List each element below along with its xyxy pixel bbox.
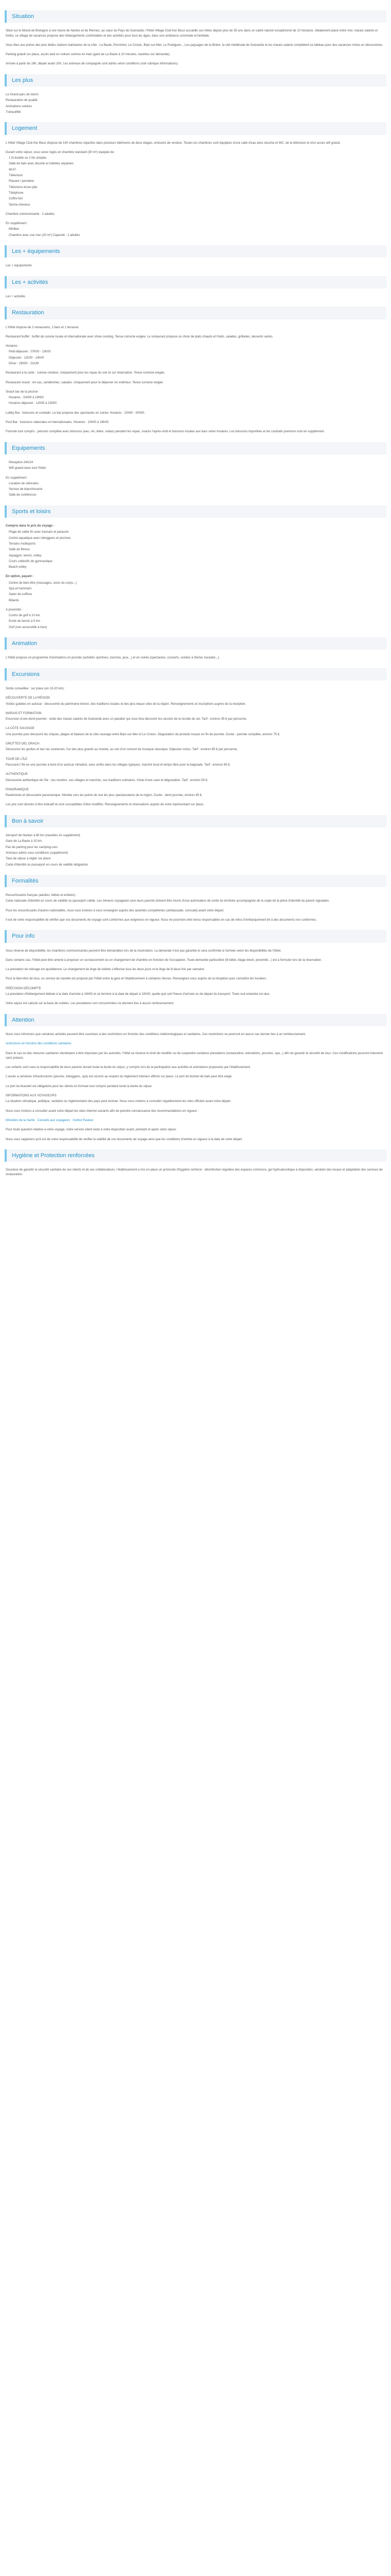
list-item: Beach-volley — [9, 566, 27, 569]
animation-paragraph: L'Hôtel propose un programme d'animations en journée (activités sportives, tournois, jeux...) et en soirée (spectacles, concerts, soirées à thème, karaoké...). — [6, 656, 220, 660]
list-item: Pas de parking pour les camping-cars — [6, 845, 58, 849]
logement-paragraph: L'Hôtel Village Club Ker Beuz dispose de 140 chambres réparties dans plusieurs bâtiments de deux étages, entourés de verdure. Toutes les chambres sont équipées d'une salle d'eau avec douche et WC, de la télévision et d'un accès wifi gratuit. — [6, 141, 341, 145]
list-item: Gare de La Baule à 10 km — [6, 840, 42, 843]
list-item: Animations soirées — [6, 105, 32, 108]
section-title-logement: Logement — [12, 125, 37, 132]
pour-info-content — [5, 949, 386, 1007]
conseils-voyageurs-link[interactable]: Conseils aux voyageurs — [37, 1118, 71, 1122]
formalites-content — [5, 893, 386, 923]
list-item: Location de véhicules — [9, 482, 39, 485]
list-item: Dîner : 19h00 - 21h30 — [9, 362, 39, 365]
attention-paragraph: Les enfants sont sous la responsabilité de leurs parents durant toute la durée du séjour, y compris lors de la participation aux activités et animations proposées par l'établissement. — [6, 1066, 251, 1070]
logement-content — [5, 141, 386, 238]
section-header-animation — [5, 637, 386, 650]
plus-content — [5, 93, 386, 115]
restauration-subtitle: Snack bar de la piscine : — [6, 390, 40, 394]
section-header-equipements — [5, 442, 386, 454]
formalites-subtitle: Ressortissants français (adultes, bébés et enfants) : — [6, 894, 77, 897]
list-item: Ecole de tennis à 5 km — [9, 620, 40, 623]
list-item: Centre de bien-être (massages, soins du corps...) — [9, 581, 77, 585]
sports-included-title: Compris dans le prix du voyage : — [6, 524, 55, 528]
excursion-title: GROTTES DEL DRACH — [6, 742, 40, 746]
excursion-title: PANORAMIQUE — [6, 788, 29, 791]
list-item: Télévision — [9, 174, 23, 178]
section-header-sports — [5, 505, 386, 518]
list-item: Aquagym, tennis, volley — [9, 554, 42, 557]
logement-subtitle: En supplément : — [6, 222, 28, 226]
list-item: Animaux admis sous conditions (supplément) — [6, 851, 68, 855]
institut-pasteur-link[interactable]: Institut Pasteur — [73, 1118, 94, 1122]
section-title-attention: Attention — [12, 1016, 35, 1023]
restrictions-link[interactable]: restrictions en fonction des conditions sanitaires — [6, 1042, 72, 1046]
restauration-paragraph: Restaurant snack : en-cas, sandwiches, salades. Uniquement pour le déjeuner en extérieur. Tenue correcte exigée. — [6, 381, 164, 384]
section-header-plus-equipements — [5, 245, 386, 258]
section-title-plus: Les plus — [12, 77, 33, 83]
list-item: Horaires : 10h00 à 19h00 — [9, 396, 44, 400]
sports-paid-title: En option, payant : — [6, 575, 34, 579]
excursion-title: TOUR DE L'ÎLE — [6, 757, 28, 761]
excursion-title: DÉCOUVERTE DE LA RÉGION — [6, 697, 50, 700]
list-item: Plage de sable fin avec transats et parasols — [9, 531, 69, 534]
list-item: Cours collectifs de gymnastique — [9, 560, 53, 563]
list-item: Salon de coiffure — [9, 593, 32, 597]
excursions-paragraph: Découvrez les grottes et leur lac souterrain, l'un des plus grands au monde, au son d'un concert de musique classique. Déjeuner inclus. Tarif : environ 85 € par personne. — [6, 748, 238, 752]
attention-subtitle: INFORMATIONS AUX VOYAGEURS — [6, 1094, 57, 1098]
section-title-pour-info: Pour info — [12, 933, 35, 940]
section-title-plus-equipements: Les + équipements — [12, 248, 60, 255]
list-item: Télévision écran plat — [9, 185, 38, 189]
list-item: Salle de bain avec douche et toilettes séparées — [9, 162, 74, 166]
list-item: Spa et hammam — [9, 587, 32, 590]
pour-info-paragraph: La prestation de ménage est quotidienne. Le changement de linge de toilette s'effectue tous les deux jours et le linge de lit deux fois par semaine. — [6, 968, 205, 972]
attention-paragraph: La situation climatique, politique, sanitaire ou réglementaire des pays peut évoluer. Nous vous invitons à consulter régulièrement les sites officiels avant votre départ. — [6, 1100, 232, 1104]
section-header-attention — [5, 1014, 386, 1026]
restauration-paragraph: Restaurant à la carte : cuisine créative. Uniquement pour les repas du soir et sur réservation. Tenue correcte exigée. — [6, 371, 166, 375]
attention-paragraph: Pour toute question relative à votre voyage, notre service client reste à votre disposition avant, pendant et après votre séjour. — [6, 1128, 177, 1132]
section-header-plus — [5, 74, 386, 87]
pour-info-paragraph: Votre séjour est calculé sur la base de nuitées. Les prestations non consommées ne donnent lieu à aucun remboursement. — [6, 1002, 174, 1006]
section-title-hygiene: Hygiène et Protection renforcées — [12, 1152, 95, 1159]
restauration-paragraph: Horaires : — [6, 345, 20, 348]
section-header-pour-info — [5, 930, 386, 942]
section-header-bon-savoir — [5, 815, 386, 827]
section-title-formalites: Formalités — [12, 877, 39, 884]
restauration-paragraph: Lobby Bar : boissons et cocktails. Le bar propose des spectacles en soirée. Horaires : 10h00 - 00h00. — [6, 411, 145, 415]
situation-paragraph: Vous êtes aux portes des plus belles stations balnéaires de la côte : La Baule, Pornichet, Le Croisic, Batz-sur-Mer, Le Pouliguen... Les paysages de la Brière, la cité médiévale de Guérande et les marais salants complètent ce tableau pour des vacances riches en découvertes. — [6, 43, 383, 47]
section-title-equipements: Equipements — [12, 445, 45, 451]
section-header-restauration — [5, 307, 386, 319]
section-header-excursions — [5, 668, 386, 681]
excursion-title: MARAIS ET FORMATION — [6, 711, 42, 715]
situation-paragraph: Parking gratuit sur place, accès aisé en voiture comme en train (gare de La Baule à 10 minutes, navettes sur demande). — [6, 53, 171, 57]
list-item: Taxe de séjour à régler sur place — [6, 857, 51, 861]
pour-info-subtitle: PRÉCISION DÉCOMPTE — [6, 987, 41, 990]
restauration-paragraph: Formule tout compris : pension complète avec boissons (eau, vin, bière, sodas) pendant les repas, snacks l'après-midi et boissons locales aux bars selon horaires. Les boissons importées et les cocktails premium sont en supplément. — [6, 430, 325, 434]
attention-paragraph: Dans le cas où des mesures sanitaires viendraient à être imposées par les autorités, l'hôtel se réserve le droit de modifier ou de suspendre certaines prestations (restauration, animations, piscines, spa...) afin de garantir la sécurité de tous. Ces modifications pourront intervenir sans préavis. — [6, 1052, 383, 1060]
hygiene-paragraph: Soucieux de garantir la sécurité sanitaire de ses clients et de ses collaborateurs, l'établissement a mis en place un protocole d'hygiène renforcé : désinfection régulière des espaces communs, gel hydroalcoolique à disposition, aération des locaux et adaptation des services de restauration. — [6, 1168, 383, 1177]
section-title-situation: Situation — [12, 13, 34, 20]
restauration-paragraph: Restaurant buffet : buffet de cuisine locale et internationale avec show cooking. Tenue correcte exigée. Le restaurant propose un choix de plats chauds et froids, salades, grillades, desserts variés. — [6, 335, 273, 338]
excursions-paragraph: Sortie conseillée : sur place (en 10-20 km) : — [6, 687, 66, 690]
excursion-title: AUTHENTIQUE — [6, 773, 28, 776]
restauration-content — [5, 326, 386, 435]
section-header-logement — [5, 122, 386, 134]
excursions-paragraph: Une journée pour découvrir les criques, plages et falaises de la côte sauvage entre Batz-sur-Mer et Le Croisic. Dégustation de produits locaux en fin de journée. Durée : journée complète, environ 75 €. — [6, 733, 281, 736]
situation-content — [5, 29, 386, 66]
list-item: Petit-déjeuner : 07h00 - 10h00 — [9, 350, 51, 354]
list-item: Horaires déjeuner : 12h00 à 15h00 — [9, 402, 57, 405]
excursions-paragraph: Visites guidées en autocar : découverte du patrimoine breton, des traditions locales et des plus beaux sites de la région. Renseignements et inscriptions auprès de la réception. — [6, 702, 247, 706]
list-item: Restauration de qualité — [6, 99, 38, 103]
list-item: 1 lit double ou 2 lits simples — [9, 157, 47, 160]
section-title-plus-activites: Les + activités — [12, 279, 48, 285]
situation-paragraph: Situé sur le littoral de Bretagne à une heure de Nantes et de Rennes, au cœur du Pays de Guérande, l'Hôtel Village Club Ker Beuz accueille ses hôtes depuis plus de 35 ans dans un cadre naturel exceptionnel de 10 hectares. Idéalement placé entre mer, marais salants et forêts, ce village de vacances propose des hébergements confortables et des activités pour tous les âges, dans une ambiance conviviale et familiale. — [6, 29, 378, 38]
list-item: Centre aquatique avec toboggans et piscines — [9, 536, 71, 540]
section-title-excursions: Excursions — [12, 671, 40, 677]
list-item: Salle de conférence — [9, 494, 37, 497]
equipements-content — [5, 461, 386, 498]
formalites-paragraph: Pour les ressortissants d'autres nationalités, nous vous invitons à vous renseigner auprès des autorités compétentes (ambassade, consulat) avant votre départ. — [6, 909, 224, 912]
list-item: Tranquillité — [6, 110, 21, 114]
attention-paragraph: Le port du bracelet est obligatoire pour les clients en formule tout compris pendant toute la durée du séjour. — [6, 1084, 153, 1088]
excursions-paragraph: Randonnée et découverte panoramique. Montée vers les points de vue les plus spectaculaires de la région. Durée : demi-journée, environ 45 €. — [6, 794, 203, 798]
pour-info-paragraph: Pour le bien-être de tous, un service de navette est proposé par l'hôtel entre la gare et l'établissement à certaines heures. Renseignez-vous auprès de la réception pour connaître les horaires. — [6, 977, 267, 981]
list-item: Golf (non accessible à tous) — [9, 625, 47, 629]
pour-info-paragraph: Dans certains cas, l'hôtel peut être amené à proposer un surclassement ou un changement de chambre en fonction de l'occupation. Toute demande particulière (lit bébé, étage élevé, proximité...) est à formuler lors de la réservation. — [6, 958, 322, 962]
list-item: Téléphone — [9, 191, 24, 195]
section-header-situation — [5, 10, 386, 23]
section-title-sports: Sports et loisirs — [12, 508, 51, 515]
situation-paragraph: Arrivée à partir de 16h, départ avant 10h. Les animaux de compagnie sont admis selon conditions (voir rubrique informations). — [6, 62, 178, 66]
restauration-paragraph: Pool Bar : boissons nationales et internationales. Horaires : 10h00 à 19h00. — [6, 421, 109, 425]
list-item: Réception 24h/24 — [9, 461, 34, 464]
excursions-content — [5, 687, 386, 808]
page — [5, 0, 386, 1188]
excursions-paragraph: Découverte authentique de l'île : ses moulins, ses villages et marchés, ses traditions culinaires. Visite d'une cave et dégustation. Tarif : environ 55 €. — [6, 778, 208, 782]
list-item: Service de blanchisserie — [9, 488, 43, 492]
excursion-title: LA CÔTE SAUVAGE — [6, 727, 35, 731]
plus-equipements-text: Les + équipements — [6, 264, 32, 268]
list-item: Terrains multisports — [9, 542, 36, 546]
attention-paragraph: Nous vous invitons à consulter avant votre départ les sites internet suivants afin de prendre connaissance des recommandations en vigueur : — [6, 1109, 199, 1113]
section-header-hygiene — [5, 1149, 386, 1162]
list-item: Aéroport de Nantes à 80 km (navettes en supplément) — [6, 834, 80, 838]
equipements-subtitle: En supplément : — [6, 476, 28, 480]
formalites-paragraph: Il est de votre responsabilité de vérifier que vos documents de voyage sont conformes aux exigences en vigueur. Nous ne pourrions être tenus responsables en cas de refus d'embarquement lié à des documents non conformes. — [6, 918, 317, 922]
list-item: Billards — [9, 599, 19, 602]
attention-link-line — [6, 1042, 385, 1046]
list-item: Coffre-fort — [9, 197, 23, 201]
logement-paragraph: Durant votre séjour, vous serez logés en chambre standard (30 m²) équipée de : — [6, 150, 116, 154]
pour-info-paragraph: Sous réserve de disponibilité, les chambres communicantes peuvent être demandées lors de la réservation. La demande n'est pas garantie et sera confirmée à l'arrivée selon les disponibilités de l'hôtel. — [6, 949, 282, 953]
excursions-paragraph: Excursion d'une demi-journée : visite des marais salants de Guérande avec un paludier qui vous fera découvrir les secrets de la récolte du sel. Tarif : environ 35 € par personne. — [6, 718, 247, 721]
list-item: Wifi gratuit dans tout l'hôtel — [9, 467, 46, 470]
list-item: Minibar — [9, 228, 19, 231]
attention-links — [6, 1118, 385, 1123]
attention-paragraph: Nous vous informons que certaines activités peuvent être soumises à des restrictions en fonction des conditions météorologiques et sanitaires. Ces restrictions ne pourront en aucun cas donner lieu à un remboursement. — [6, 1032, 306, 1036]
section-title-animation: Animation — [12, 640, 37, 647]
excursions-paragraph: Parcourez l'île en une journée à bord d'un autocar climatisé, avec arrêts dans les villages typiques, marché local et temps libre pour la baignade. Tarif : environ 65 €. — [6, 763, 231, 767]
sports-near-title: A proximité : — [6, 608, 23, 612]
list-item: Chambre avec vue mer (20 m²) Capacité : 2 adultes — [9, 233, 80, 237]
hygiene-content — [5, 1168, 386, 1178]
attention-content — [5, 1032, 386, 1142]
restauration-paragraph: L'Hôtel dispose de 2 restaurants, 2 bars et 1 terrasse. — [6, 326, 79, 329]
plus-equipements-content — [5, 264, 386, 268]
list-item: Déjeuner : 12h30 - 14h00 — [9, 356, 44, 360]
list-item: Le Grand parc de loisirs — [6, 93, 39, 97]
section-header-formalites — [5, 875, 386, 887]
section-title-restauration: Restauration — [12, 310, 44, 316]
sante-link[interactable]: Ministère de la Santé — [6, 1118, 35, 1122]
excursions-paragraph: Les prix sont donnés à titre indicatif et sont susceptibles d'être modifiés. Renseignements et réservations auprès de votre représentant sur place. — [6, 803, 204, 807]
attention-paragraph: Nous vous rappelons qu'il est de votre responsabilité de vérifier la validité de vos documents de voyage ainsi que les conditions d'entrée en vigueur à la date de votre départ. — [6, 1138, 243, 1141]
plus-activites-text: Les + activités — [6, 295, 26, 298]
list-item: Courts de golf à 10 km — [9, 614, 40, 618]
attention-paragraph: L'accès à certaines infrastructures (piscine, toboggans, spa) est soumis au respect du règlement intérieur affiché sur place. Le port du bonnet de bain peut être exigé. — [6, 1075, 233, 1079]
list-item: Wi-Fi — [9, 168, 16, 172]
plus-activites-content — [5, 295, 386, 299]
list-item: Carte d'identité ou passeport en cours de validité obligatoire — [6, 863, 88, 867]
animation-content — [5, 656, 386, 660]
list-item: Salle de fitness — [9, 548, 30, 552]
sports-content — [5, 524, 386, 630]
section-header-plus-activites — [5, 276, 386, 289]
section-title-bon-savoir: Bon à savoir — [12, 818, 44, 824]
bon-savoir-content — [5, 834, 386, 868]
logement-paragraph: Chambre communicante : 2 adultes — [6, 212, 55, 216]
list-item: Placard / penderie — [9, 180, 34, 183]
pour-info-paragraph: La prestation d'hébergement débute à la date d'arrivée à 16h00 et se termine à la date de départ à 10h00, quelle que soit l'heure d'arrivée ou de départ du transport. Toute nuit entamée est due. — [6, 993, 270, 996]
formalites-paragraph: Carte nationale d'identité en cours de validité ou passeport valide. Les mineurs voyageant sans leurs parents doivent être munis d'une autorisation de sortie du territoire accompagnée de la copie de la pièce d'identité du parent signataire. — [6, 900, 330, 903]
list-item: Sèche-cheveux — [9, 203, 30, 207]
